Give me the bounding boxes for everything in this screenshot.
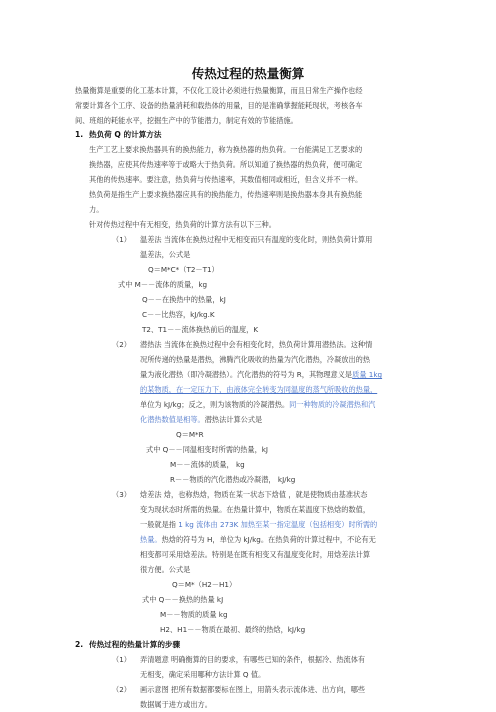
method-3-where: M－－物质的质量 kg [160,610,228,619]
method-1-where: Q－－在换热中的热量，kJ [142,295,226,304]
method-3-line: 很方便。公式是 [140,565,191,574]
intro-line: 间、班组的耗能水平，挖掘生产中的节能潜力，制定有效的节能措施。 [75,116,298,125]
s1-para1-line: 力。 [89,205,104,214]
section-1-number: 1. [75,130,84,139]
method-2-formula: Q＝M*R [176,430,204,439]
method-3-text: 热焓的符号为 H，单位为 kJ/kg。在热负荷的计算过程中，不论有无 [161,535,376,544]
method-1-label: （1） [112,235,131,244]
method-3-text: 一般就是指 [140,520,176,529]
step-1-label: （1） [112,655,131,664]
method-2-where: M－－流体的质量， kg [170,460,245,469]
method-2-text: 单位为 kJ/kg；反之，则为该物质的冷凝潜热。 [140,400,290,409]
method-2-label: （2） [112,340,131,349]
method-3-label: （3） [112,490,131,499]
method-3-line [140,517,377,532]
method-2-line: 潜热法 当流体在换热过程中会有相变化时，热负荷计算用潜热法。这种情 [140,340,373,349]
method-2-line [140,397,375,412]
method-2-line: 况所传递的热量是潜热，沸腾汽化吸收的热量为汽化潜热，冷凝放出的热 [140,355,371,364]
method-1-line: 温差法 当流体在换热过程中无相变而只有温度的变化时，则热负荷计算用 [140,235,373,244]
section-2-number: 2. [75,640,84,649]
method-3-line: 相变都可采用焓差法。特别是在既有相变又有温度变化时，用焓差法计算 [140,550,371,559]
method-1-where: T2、T1－－流体换热前后的温度，K [142,325,259,334]
method-2-line [140,367,382,382]
method-2-highlight: 同一种物质的冷凝潜热和汽 [289,400,376,409]
s1-para1-line: 换热器，应使其传热速率等于或略大于热负荷。所以知道了换热器的热负荷，便可确定 [89,160,363,169]
section-2-title: 传热过程的热量计算的步骤 [89,640,181,649]
step-1-line: 弄清题意 明确衡算的目的要求，有哪些已知的条件，根据冷、热流体有 [140,655,366,664]
method-3-highlight: 1 kg 流体由 273K 加热至某一指定温度（包括相变）时所需的 [175,520,378,529]
section-1-title: 热负荷 Q 的计算方法 [89,130,162,139]
method-2-link-text[interactable]: 质量 1kg [352,370,383,379]
intro-line: 热量衡算是重要的化工基本计算，不仅化工设计必须进行热量衡算，而且日常生产操作也经 [75,86,363,95]
method-2-line [140,412,262,427]
method-1-line: 温差法，公式是 [140,250,191,259]
method-2-where: R－－物质的汽化潜热或冷凝潜， kJ/kg [170,475,296,484]
method-2-text: 量为液化潜热（即冷凝潜热）。汽化潜热的符号为 R，其物理意义是 [140,370,353,379]
step-1-line: 无相变，确定采用哪种方法计算 Q 值。 [140,670,266,679]
method-1-where: C－－比热容，kJ/kg.K [142,310,215,319]
step-2-line: 数据属于进方或出方。 [140,700,212,709]
method-2-highlight: 化潜热数值是相等。 [140,415,205,424]
method-3-highlight: 热量。 [140,535,162,544]
intro-line: 常要计算各个工序、设备的热量消耗和载热体的用量，目的是准确掌握能耗现状，考核各车 [75,101,363,110]
s1-para1-line: 其他的传热速率。要注意，热负荷与传热速率，其数值相同或相近，但含义并不一样。 [89,175,363,184]
s1-para1-line: 热负荷是指生产上要求换热器应具有的换热能力，传热速率则是换热器本身具有换热能 [89,190,363,199]
method-2-where: 式中 Q－－同温相变时所需的热量，kJ [146,445,269,454]
method-1-formula: Q＝M*C*（T2－T1） [148,265,219,274]
method-3-line: 变为现状态时所需的热量。在热量计算中，物质在某温度下热焓的数值， [140,505,371,514]
method-2-link-text[interactable]: 的某物质，在一定压力下，由液体完全转变为同温度的蒸气所吸收的热量， [140,385,378,394]
doc-title: 传热过程的热量衡算 [191,66,305,81]
s1-para2: 针对传热过程中有无相变，热负荷的计算方法有以下三种。 [89,220,276,229]
method-3-line [140,532,376,547]
method-2-text: 潜热法计算公式是 [204,415,263,424]
step-2-label: （2） [112,685,131,694]
method-1-where: 式中 M－－流体的质量，kg [118,280,208,289]
method-3-line: 焓差法 焓，也称热焓，物质在某一状态下焓值 ，就是使物质由基准状态 [140,490,368,499]
method-3-where: H2、H1－－物质在最初、最终的热焓，kJ/kg [160,625,306,634]
step-2-line: 画示意图 把所有数据都要标在图上，用箭头表示流体进、出方向，哪些 [140,685,366,694]
method-3-where: 式中 Q－－换热的热量 kJ [142,595,224,604]
method-3-formula: Q＝M*（H2－H1） [172,580,237,589]
s1-para1-line: 生产工艺上要求换热器具有的换热能力，称为换热器的热负荷。一台能满足工艺要求的 [89,145,363,154]
